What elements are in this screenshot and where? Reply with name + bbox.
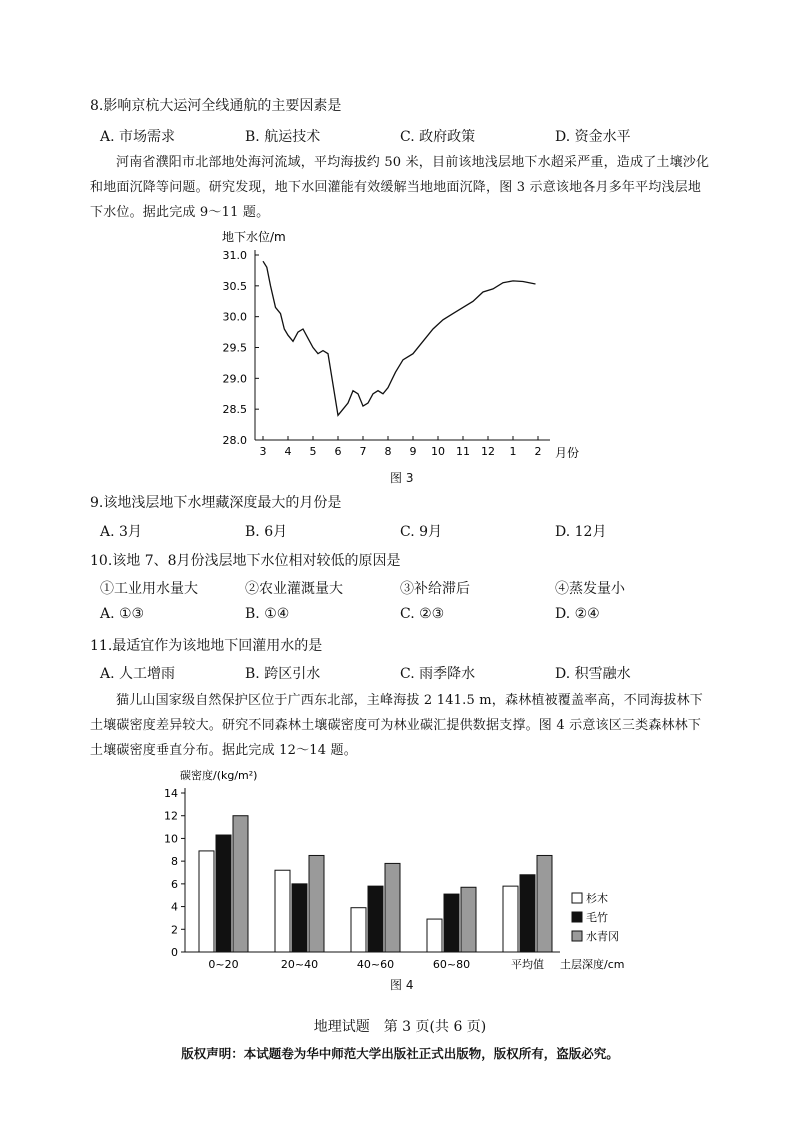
fig3-x-tick-label: 12 xyxy=(481,445,495,458)
bar-毛竹-40~60 xyxy=(368,886,383,952)
legend-label: 毛竹 xyxy=(586,911,608,924)
fig4-x-tick-label: 60~80 xyxy=(432,958,471,971)
q8-option-b: B. 航运技术 xyxy=(245,129,321,145)
fig4-y-tick-label: 14 xyxy=(164,787,178,800)
q10-stem: 10.该地 7、8月份浅层地下水位相对较低的原因是 xyxy=(90,553,401,569)
bar-水青冈-平均值 xyxy=(537,855,552,952)
fig4-x-tick-label: 20~40 xyxy=(280,958,319,971)
fig3-x-tick-label: 4 xyxy=(284,445,292,458)
fig4-x-tick-label: 0~20 xyxy=(208,958,239,971)
fig3-x-tick-label: 10 xyxy=(431,445,445,458)
fig4-x-tick-label: 40~60 xyxy=(356,958,395,971)
fig3-y-tick-label: 29.0 xyxy=(222,372,247,386)
copyright-notice: 版权声明：本试题卷为华中师范大学出版社正式出版物，版权所有，盗版必究。 xyxy=(181,1046,619,1061)
fig3-y-tick-label: 29.5 xyxy=(222,341,247,355)
fig4-y-tick-label: 0 xyxy=(171,946,178,959)
figure-4-caption: 图 4 xyxy=(390,978,414,992)
q10-statement-4: ④蒸发量小 xyxy=(555,581,625,597)
q11-option-b: B. 跨区引水 xyxy=(245,666,321,682)
fig3-x-tick-label: 1 xyxy=(509,445,517,458)
fig4-y-tick-label: 12 xyxy=(164,809,178,823)
legend-label: 杉木 xyxy=(586,892,608,905)
q8-option-d: D. 资金水平 xyxy=(555,129,631,145)
fig4-y-tick-label: 6 xyxy=(171,877,178,891)
fig4-x-tick-label: 平均值 xyxy=(511,958,544,971)
q9-stem: 9.该地浅层地下水埋藏深度最大的月份是 xyxy=(90,495,342,511)
q9-option-c: C. 9月 xyxy=(400,524,443,540)
legend-label: 水青冈 xyxy=(586,930,619,943)
legend-swatch xyxy=(572,893,582,903)
q10-option-c: C. ②③ xyxy=(400,606,445,622)
q9-option-a: A. 3月 xyxy=(100,524,142,540)
fig3-x-tick-label: 6 xyxy=(334,445,342,458)
bar-毛竹-0~20 xyxy=(216,835,231,952)
bar-毛竹-20~40 xyxy=(292,884,307,952)
groundwater-level-line xyxy=(263,261,536,415)
bar-杉木-0~20 xyxy=(199,851,214,952)
intro-paragraph-1: 河南省濮阳市北部地处海河流域，平均海拔约 50 米，目前该地浅层地下水超采严重，造成了土壤沙化和地面沉降等问题。研究发现，地下水回灌能有效缓解当地地面沉降，图 3 示意该地各月多年平均浅层地下水位。据此完成 9～11 题。 xyxy=(90,155,710,220)
q10-statement-3: ③补给滞后 xyxy=(400,581,470,597)
bar-杉木-40~60 xyxy=(351,908,366,952)
q11-stem: 11.最适宜作为该地地下回灌用水的是 xyxy=(90,638,323,654)
bar-水青冈-20~40 xyxy=(309,855,324,952)
fig3-x-tick-label: 7 xyxy=(359,445,367,458)
fig4-y-tick-label: 4 xyxy=(171,900,178,914)
bar-水青冈-60~80 xyxy=(461,887,476,952)
q9-option-d: D. 12月 xyxy=(555,524,607,540)
fig3-y-tick-label: 28.5 xyxy=(222,403,247,417)
bar-水青冈-40~60 xyxy=(385,863,400,952)
q8-option-c: C. 政府政策 xyxy=(400,129,476,145)
figure-3-chart xyxy=(200,225,600,465)
q11-option-a: A. 人工增雨 xyxy=(100,666,176,682)
bar-毛竹-平均值 xyxy=(520,875,535,952)
q11-option-c: C. 雨季降水 xyxy=(400,666,476,682)
bar-杉木-60~80 xyxy=(427,919,442,952)
fig3-x-tick-label: 2 xyxy=(534,445,542,458)
legend-swatch xyxy=(572,931,582,941)
fig4-x-axis-label: 土层深度/cm xyxy=(560,958,625,971)
q10-statement-1: ①工业用水量大 xyxy=(100,581,198,597)
q10-option-d: D. ②④ xyxy=(555,606,600,622)
fig3-x-tick-label: 5 xyxy=(309,445,317,458)
intro-paragraph-2: 猫儿山国家级自然保护区位于广西东北部，主峰海拔 2 141.5 m，森林植被覆盖率高，不同海拔林下土壤碳密度差异较大。研究不同森林土壤碳密度可为林业碳汇提供数据支撑。图 4 示意该区三类森林林下土壤碳密度垂直分布。据此完成 12～14 题。 xyxy=(90,693,704,758)
fig4-y-tick-label: 2 xyxy=(171,923,178,937)
fig4-y-tick-label: 10 xyxy=(164,832,178,846)
page-footer: 地理试题 第 3 页(共 6 页) xyxy=(313,1019,487,1035)
fig4-y-tick-label: 8 xyxy=(171,855,178,869)
bar-杉木-平均值 xyxy=(503,886,518,952)
fig3-y-tick-label: 30.0 xyxy=(222,310,247,324)
q8-stem: 8.影响京杭大运河全线通航的主要因素是 xyxy=(90,98,342,114)
fig3-x-axis-label: 月份 xyxy=(555,446,580,460)
fig4-y-axis-label: 碳密度/(kg/m²) xyxy=(180,769,258,782)
figure-3-caption: 图 3 xyxy=(390,471,414,485)
fig3-x-tick-label: 9 xyxy=(409,445,417,458)
fig3-y-tick-label: 28.0 xyxy=(222,434,247,447)
bar-毛竹-60~80 xyxy=(444,894,459,952)
figure-4-chart xyxy=(140,765,650,975)
fig3-y-tick-label: 30.5 xyxy=(222,279,247,293)
q11-option-d: D. 积雪融水 xyxy=(555,666,631,682)
fig3-x-tick-label: 8 xyxy=(384,445,392,458)
bar-杉木-20~40 xyxy=(275,870,290,952)
fig3-x-tick-label: 3 xyxy=(259,445,267,458)
q10-option-b: B. ①④ xyxy=(245,606,290,622)
bar-水青冈-0~20 xyxy=(233,816,248,952)
q9-option-b: B. 6月 xyxy=(245,524,288,540)
q8-option-a: A. 市场需求 xyxy=(100,129,176,145)
fig3-y-axis-label: 地下水位/m xyxy=(222,230,286,244)
q10-option-a: A. ①③ xyxy=(100,606,145,622)
legend-swatch xyxy=(572,912,582,922)
q10-statement-2: ②农业灌溉量大 xyxy=(245,581,343,597)
fig3-y-tick-label: 31.0 xyxy=(222,249,247,262)
fig3-x-tick-label: 11 xyxy=(456,445,470,458)
